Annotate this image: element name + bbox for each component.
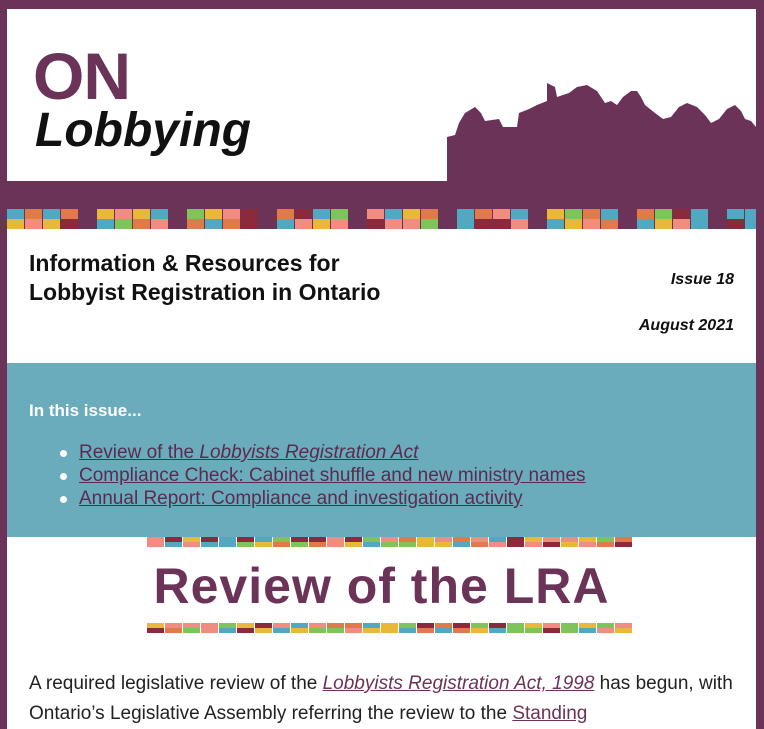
logo-on-text: ON (33, 39, 130, 113)
body-text: A required legislative review of the (29, 673, 323, 694)
mosaic-tile (237, 542, 254, 547)
mosaic-tile (403, 219, 420, 229)
mosaic-tile (165, 537, 182, 542)
mosaic-tile (255, 542, 272, 547)
mosaic-tile (561, 623, 578, 628)
mosaic-tile (205, 219, 222, 229)
article-body (29, 669, 741, 729)
mosaic-tile (273, 628, 290, 633)
mosaic-tile (61, 209, 78, 219)
mosaic-tile (363, 623, 380, 628)
mosaic-tile (273, 537, 290, 542)
mosaic-tile (471, 623, 488, 628)
mosaic-tile (331, 219, 348, 229)
mosaic-tile (165, 542, 182, 547)
mosaic-tile (381, 628, 398, 633)
review-banner-title: Review of the LRA (153, 558, 610, 614)
mosaic-tile (273, 542, 290, 547)
header-banner (7, 9, 756, 229)
mosaic-tile (327, 623, 344, 628)
mosaic-tile (201, 628, 218, 633)
mosaic-tile (309, 537, 326, 542)
mosaic-tile (489, 537, 506, 542)
mosaic-tile (219, 628, 236, 633)
toc-item (59, 464, 586, 487)
mosaic-tile (223, 219, 240, 229)
mosaic-tile (363, 537, 380, 542)
mosaic-tile (489, 623, 506, 628)
mosaic-tile (403, 209, 420, 219)
review-mosaic-top (7, 537, 756, 547)
mosaic-tile (327, 542, 344, 547)
mosaic-tile (43, 209, 60, 219)
mosaic-tile (183, 537, 200, 542)
mosaic-tile (525, 623, 542, 628)
mosaic-tile (237, 537, 254, 542)
mosaic-tile (417, 542, 434, 547)
mosaic-tile (345, 537, 362, 542)
mosaic-tile (565, 219, 582, 229)
mosaic-tile (421, 209, 438, 219)
mosaic-tile (345, 623, 362, 628)
mosaic-tile (673, 209, 690, 219)
mosaic-tile (601, 219, 618, 229)
mosaic-tile (601, 209, 618, 219)
mosaic-tile (493, 209, 510, 219)
mosaic-tile (489, 628, 506, 633)
mosaic-tile (345, 628, 362, 633)
mosaic-tile (237, 628, 254, 633)
logo-lobbying-text: Lobbying (35, 104, 251, 157)
mosaic-tile (597, 623, 614, 628)
toc-link-emphasis: Lobbyists Registration Act (199, 442, 419, 463)
mosaic-tile (399, 542, 416, 547)
mosaic-tile (453, 537, 470, 542)
mosaic-tile (579, 542, 596, 547)
mosaic-tile (385, 219, 402, 229)
body-text: has begun, with Ontario’s Legislative Assembly referring the review to the (29, 673, 733, 724)
review-banner (7, 537, 756, 637)
mosaic-tile (417, 537, 434, 542)
mosaic-tile (7, 209, 24, 219)
toc-link-compliance-check[interactable] (79, 465, 586, 486)
mosaic-tile (205, 209, 222, 219)
mosaic-tile (579, 537, 596, 542)
mosaic-tile (543, 542, 560, 547)
mosaic-tile (655, 219, 672, 229)
toc-link-annual-report[interactable] (79, 488, 523, 509)
mosaic-tile (133, 209, 150, 219)
issue-number: Issue 18 (670, 271, 734, 288)
mosaic-tile (561, 542, 578, 547)
mosaic-tile (543, 628, 560, 633)
mosaic-tile (615, 628, 632, 633)
mosaic-tile (507, 628, 524, 633)
title-block (7, 229, 756, 363)
toc-heading: In this issue... (29, 401, 142, 420)
mosaic-tile (187, 219, 204, 229)
review-mosaic-bottom (7, 623, 756, 633)
mosaic-tile (471, 537, 488, 542)
toc-item (59, 441, 586, 464)
mosaic-tile (345, 542, 362, 547)
mosaic-tile (309, 628, 326, 633)
mosaic-tile (61, 219, 78, 229)
mosaic-tile (183, 542, 200, 547)
mosaic-tile (471, 628, 488, 633)
mosaic-tile (637, 219, 654, 229)
mosaic-tile (399, 623, 416, 628)
mosaic-tile (363, 628, 380, 633)
table-of-contents (7, 363, 756, 537)
mosaic-tile (151, 209, 168, 219)
mosaic-tile (745, 219, 756, 229)
mosaic-tile (525, 628, 542, 633)
mosaic-tile (183, 628, 200, 633)
mosaic-tile (579, 628, 596, 633)
mosaic-tile (471, 542, 488, 547)
mosaic-tile (507, 537, 524, 542)
mosaic-tile (399, 537, 416, 542)
mosaic-tile (115, 219, 132, 229)
mosaic-tile (691, 219, 708, 229)
mosaic-tile (475, 209, 492, 219)
mosaic-tile (453, 628, 470, 633)
mosaic-tile (453, 542, 470, 547)
mosaic-tile (219, 542, 236, 547)
mosaic-tile (525, 537, 542, 542)
mosaic-tile (381, 542, 398, 547)
mosaic-tile (579, 623, 596, 628)
mosaic-tile (511, 209, 528, 219)
mosaic-tile (313, 219, 330, 229)
mosaic-tile (543, 623, 560, 628)
mosaic-tile (421, 219, 438, 229)
mosaic-tile (727, 209, 744, 219)
mosaic-tile (327, 537, 344, 542)
mosaic-tile (597, 537, 614, 542)
mosaic-tile (615, 542, 632, 547)
mosaic-tile (187, 209, 204, 219)
mosaic-tile (511, 219, 528, 229)
mosaic-tile (291, 623, 308, 628)
mosaic-tile (615, 537, 632, 542)
mosaic-tile (597, 628, 614, 633)
mosaic-tile (309, 542, 326, 547)
newsletter-frame (7, 9, 756, 729)
mosaic-tile (255, 623, 272, 628)
mosaic-tile (273, 623, 290, 628)
mosaic-tile (219, 623, 236, 628)
mosaic-tile (583, 209, 600, 219)
mosaic-tile (435, 628, 452, 633)
mosaic-tile (543, 537, 560, 542)
mosaic-tile (97, 209, 114, 219)
mosaic-tile (435, 542, 452, 547)
toc-item (59, 487, 586, 510)
mosaic-tile (381, 623, 398, 628)
mosaic-tile (147, 537, 164, 542)
mosaic-tile (313, 209, 330, 219)
toc-link-lra-review[interactable] (79, 442, 418, 463)
mosaic-tile (183, 623, 200, 628)
standing-committee-link[interactable]: Standing (512, 703, 588, 724)
mosaic-tile (295, 219, 312, 229)
toc-link-text: Compliance Check: Cabinet shuffle and new ministry names (79, 465, 586, 486)
mosaic-tile (597, 542, 614, 547)
mosaic-tile (219, 537, 236, 542)
mosaic-tile (241, 209, 258, 219)
mosaic-tile (435, 537, 452, 542)
mosaic-tile (691, 209, 708, 219)
mosaic-tile (507, 623, 524, 628)
mosaic-tile (115, 209, 132, 219)
toc-link-text: Review of the (79, 442, 200, 463)
mosaic-tile (277, 219, 294, 229)
mosaic-tile (201, 623, 218, 628)
mosaic-tile (237, 623, 254, 628)
mosaic-tile (583, 219, 600, 229)
mosaic-tile (561, 537, 578, 542)
mosaic-tile (223, 209, 240, 219)
mosaic-tile (147, 628, 164, 633)
mosaic-tile (655, 209, 672, 219)
mosaic-tile (385, 209, 402, 219)
mosaic-tile (201, 542, 218, 547)
issue-date: August 2021 (638, 317, 734, 334)
mosaic-tile (367, 209, 384, 219)
mosaic-tile (277, 209, 294, 219)
mosaic-tile (201, 537, 218, 542)
mosaic-tile (255, 628, 272, 633)
mosaic-tile (291, 542, 308, 547)
mosaic-tile (331, 209, 348, 219)
mosaic-tile (165, 628, 182, 633)
mosaic-tile (457, 209, 474, 219)
mosaic-tile (417, 628, 434, 633)
mosaic-tile (507, 542, 524, 547)
mosaic-tile (7, 219, 24, 229)
mosaic-tile (363, 542, 380, 547)
mosaic-tile (291, 628, 308, 633)
mosaic-tile (435, 623, 452, 628)
mosaic-tile (637, 209, 654, 219)
toc-list (59, 441, 586, 510)
mosaic-tile (367, 219, 384, 229)
mosaic-tile (165, 623, 182, 628)
mosaic-tile (327, 628, 344, 633)
mosaic-tile (457, 219, 474, 229)
page-title: Information & Resources for Lobbyist Registration in Ontario (29, 250, 381, 305)
mosaic-tile (151, 219, 168, 229)
mosaic-tile (493, 219, 510, 229)
mosaic-tile (453, 623, 470, 628)
mosaic-tile (547, 209, 564, 219)
mosaic-tile (565, 209, 582, 219)
mosaic-tile (295, 209, 312, 219)
mosaic-tile (255, 537, 272, 542)
mosaic-tile (25, 219, 42, 229)
mosaic-tile (25, 209, 42, 219)
mosaic-tile (147, 623, 164, 628)
mosaic-tile (97, 219, 114, 229)
mosaic-tile (309, 623, 326, 628)
mosaic-tile (133, 219, 150, 229)
mosaic-tile (615, 623, 632, 628)
mosaic-tile (673, 219, 690, 229)
mosaic-tile (43, 219, 60, 229)
mosaic-tile (399, 628, 416, 633)
mosaic-tile (381, 537, 398, 542)
mosaic-tile (147, 542, 164, 547)
mosaic-tile (417, 623, 434, 628)
mosaic-tile (525, 542, 542, 547)
mosaic-tile (241, 219, 258, 229)
mosaic-tile (489, 542, 506, 547)
mosaic-tile (547, 219, 564, 229)
mosaic-tile (291, 537, 308, 542)
mosaic-band (7, 209, 756, 229)
mosaic-tile (745, 209, 756, 219)
mosaic-tile (475, 219, 492, 229)
mosaic-tile (561, 628, 578, 633)
mosaic-tile (727, 219, 744, 229)
toc-link-text: Annual Report: Compliance and investigation activity (79, 488, 523, 509)
lra-act-link[interactable]: Lobbyists Registration Act, 1998 (322, 673, 595, 694)
